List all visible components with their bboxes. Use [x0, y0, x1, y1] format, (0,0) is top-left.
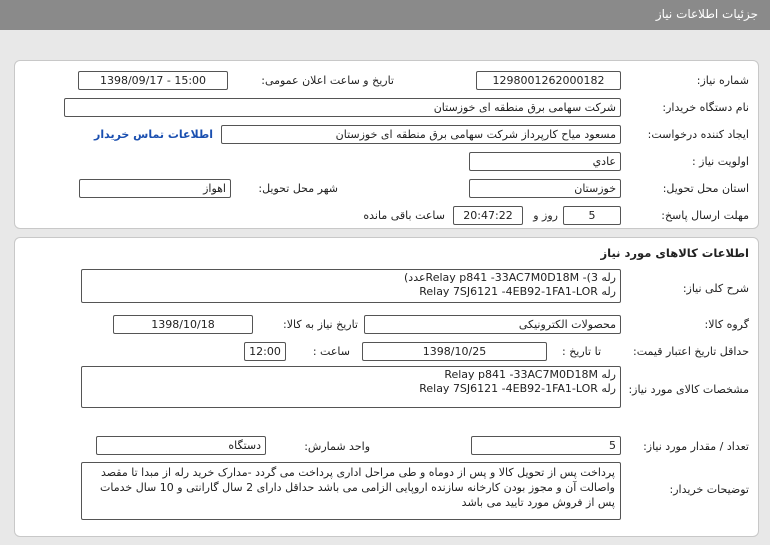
goods-info-panel	[14, 237, 759, 537]
days-and-label: روز و	[533, 209, 558, 222]
buyer-org-field: شرکت سهامی برق منطقه ای خوزستان	[64, 98, 621, 117]
buyer-org-label: نام دستگاه خریدار:	[662, 101, 749, 114]
need-number-field: 1298001262000182	[476, 71, 621, 90]
need-info-panel	[14, 60, 759, 229]
priority-label: اولویت نیاز :	[691, 155, 749, 168]
hour-field: 12:00	[244, 342, 286, 361]
time-remaining-field: 20:47:22	[453, 206, 523, 225]
window-titlebar	[0, 0, 770, 30]
spec-label: مشخصات کالای مورد نیاز:	[628, 383, 749, 396]
general-desc-line-2: رله Relay 7SJ6121 -4EB92-1FA1-LOR	[419, 285, 616, 298]
qty-field: 5	[471, 436, 621, 455]
creator-field: مسعود میاح کارپرداز شرکت سهامی برق منطقه ای خوزستان	[221, 125, 621, 144]
city-field: اهواز	[79, 179, 231, 198]
goods-section-title: اطلاعات کالاهای مورد نیاز	[600, 246, 749, 260]
days-field: 5	[563, 206, 621, 225]
unit-label: واحد شمارش:	[304, 440, 370, 453]
need-date-label: تاریخ نیاز به کالا:	[283, 318, 358, 331]
until-date-field: 1398/10/25	[362, 342, 547, 361]
province-field: خوزستان	[469, 179, 621, 198]
province-label: استان محل تحویل:	[662, 182, 749, 195]
buyer-contact-link[interactable]: اطلاعات تماس خریدار	[93, 128, 213, 141]
window-title: جزئیات اطلاعات نیاز	[655, 7, 758, 21]
announce-datetime-field: 1398/09/17 - 15:00	[78, 71, 228, 90]
priority-field: عادي	[469, 152, 621, 171]
goods-group-label: گروه کالا:	[704, 318, 749, 331]
general-desc-line-1: رله 3)- Relay p841 -33AC7M0D18Mعدد)	[404, 271, 616, 284]
need-date-field: 1398/10/18	[113, 315, 253, 334]
spec-line-1: رله Relay p841 -33AC7M0D18M	[444, 368, 616, 381]
min-validity-label: حداقل تاریخ اعتبار قیمت:	[633, 345, 749, 358]
until-date-label: تا تاریخ :	[562, 345, 601, 358]
hour-label: ساعت :	[312, 345, 350, 358]
goods-group-field: محصولات الکترونیکی	[364, 315, 621, 334]
city-label: شهر محل تحویل:	[258, 182, 338, 195]
general-desc-label: شرح کلی نیاز:	[682, 282, 749, 295]
qty-label: تعداد / مقدار مورد نیاز:	[643, 440, 749, 453]
spec-line-2: رله Relay 7SJ6121 -4EB92-1FA1-LOR	[419, 382, 616, 395]
deadline-label: مهلت ارسال پاسخ:	[661, 209, 749, 222]
buyer-notes-label: توضیحات خریدار:	[669, 483, 749, 496]
need-number-label: شماره نیاز:	[696, 74, 749, 87]
creator-label: ایجاد کننده درخواست:	[647, 128, 749, 141]
buyer-notes-field: پرداخت پس از تحویل کالا و پس از دوماه و طی مراحل اداری پرداخت می گردد -مدارک خرید رله از مبدا تا مقصد واصالت آن و مجوز بودن کارخانه سازنده اروپایی الزامی می باشد حداقل دارای 2 سال گارانتی و 10 سال خدمات پس از فروش مورد تایید می باشد	[81, 462, 621, 520]
remaining-label: ساعت باقی مانده	[363, 209, 445, 222]
announce-label: تاریخ و ساعت اعلان عمومی:	[261, 74, 394, 87]
general-desc-field	[81, 269, 621, 303]
unit-field: دستگاه	[96, 436, 266, 455]
spec-field	[81, 366, 621, 408]
